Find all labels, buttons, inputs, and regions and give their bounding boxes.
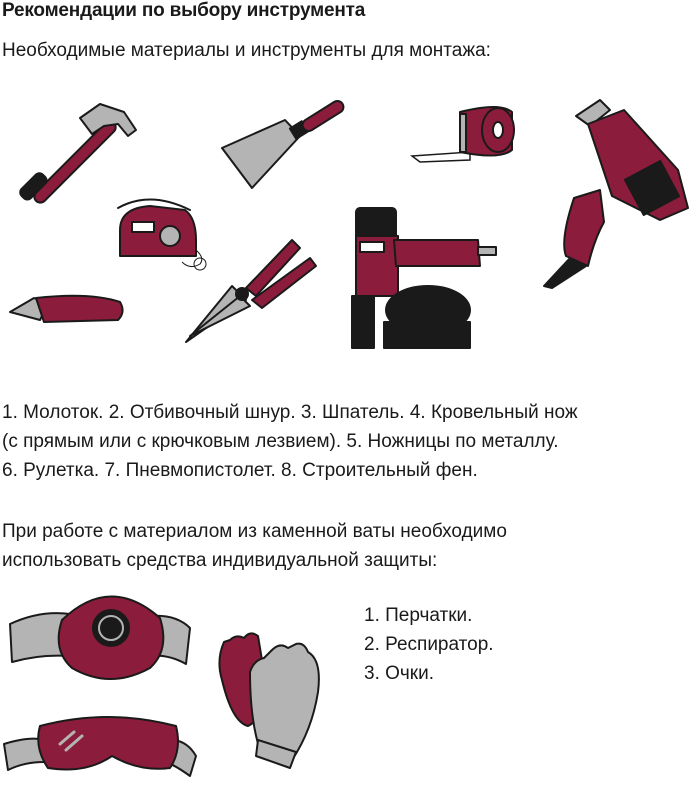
- gloves-icon: [219, 633, 318, 768]
- ppe-intro-line: использовать средства индивидуальной защиты:: [2, 550, 438, 571]
- nail-gun-icon: [352, 208, 496, 348]
- tools-intro: Необходимые материалы и инструменты для монтажа:: [2, 40, 491, 61]
- ppe-list-item: 1. Перчатки.: [364, 605, 473, 626]
- ppe-list-item: 3. Очки.: [364, 663, 435, 684]
- hammer-icon: [18, 104, 136, 205]
- ppe-illustration: [0, 580, 360, 799]
- goggles-icon: [4, 717, 196, 776]
- chalk-line-icon: [118, 199, 206, 270]
- tools-illustration: [0, 90, 700, 360]
- tools-legend-line: 6. Рулетка. 7. Пневмопистолет. 8. Строительный фен.: [2, 460, 478, 481]
- roofing-knife-icon: [10, 296, 123, 322]
- tools-legend: [2, 398, 698, 485]
- respirator-icon: [10, 596, 190, 679]
- metal-shears-icon: [186, 240, 316, 342]
- tools-legend-line: (с прямым или с крючковым лезвием). 5. Ножницы по металлу.: [2, 431, 559, 452]
- ppe-intro-line: При работе с материалом из каменной ваты необходимо: [2, 521, 507, 542]
- ppe-list: [364, 601, 494, 688]
- heat-gun-icon: [544, 100, 688, 288]
- tools-legend-line: 1. Молоток. 2. Отбивочный шнур. 3. Шпатель. 4. Кровельный нож: [2, 402, 578, 423]
- ppe-list-item: 2. Респиратор.: [364, 634, 494, 655]
- page-title: Рекомендации по выбору инструмента: [2, 0, 366, 21]
- tape-measure-icon: [412, 107, 514, 162]
- putty-knife-icon: [222, 99, 346, 188]
- ppe-intro: [2, 517, 692, 575]
